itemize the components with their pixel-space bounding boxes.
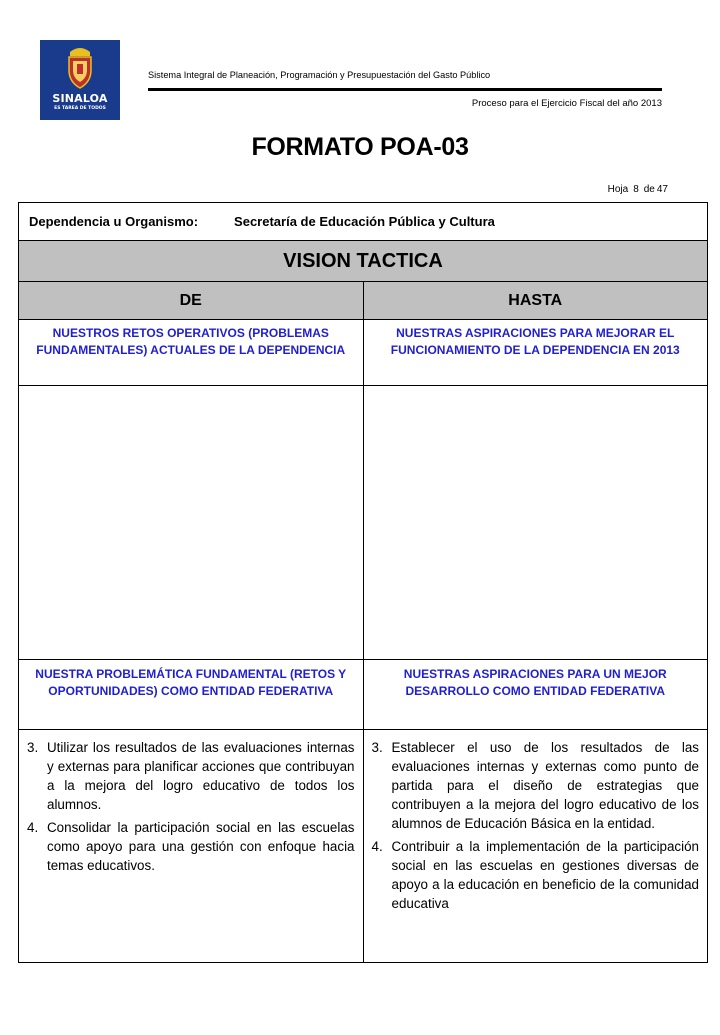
list-item-number: 4. — [27, 820, 39, 835]
list-item — [27, 738, 355, 814]
section1-hasta-content — [363, 386, 708, 660]
section1-de-content — [19, 386, 364, 660]
process-text: Proceso para el Ejercicio Fiscal del año 2013 — [471, 98, 662, 109]
dependency-value: Secretaría de Educación Pública y Cultura — [234, 214, 495, 229]
dependency-row — [19, 203, 708, 241]
list-item — [372, 837, 700, 913]
section2-content-row — [19, 730, 708, 963]
vision-title: VISION TACTICA — [19, 241, 708, 282]
logo-name: SINALOA — [52, 92, 108, 105]
page-total: 47 — [656, 184, 668, 195]
logo-tagline: ES TAREA DE TODOS — [54, 106, 106, 111]
vision-table — [18, 202, 708, 963]
section1-de-heading: NUESTROS RETOS OPERATIVOS (PROBLEMAS FUNDAMENTALES) ACTUALES DE LA DEPENDENCIA — [19, 320, 364, 386]
page-current: 8 — [633, 184, 639, 195]
section2-hasta-content — [363, 730, 708, 963]
list-item-text: Contribuir a la implementación de la participación social en las escuelas en gestiones diversas de apoyo a la educación en beneficio de la comunidad educativa — [391, 839, 699, 911]
sinaloa-logo — [40, 40, 120, 120]
list-item-text: Consolidar la participación social en las escuelas como apoyo para una gestión con enfoque hacia temas educativos. — [47, 820, 355, 873]
section2-hasta-heading: NUESTRAS ASPIRACIONES PARA UN MEJOR DESARROLLO COMO ENTIDAD FEDERATIVA — [363, 660, 708, 730]
list-item-number: 4. — [371, 839, 383, 854]
section1-content-row — [19, 386, 708, 660]
section1-heading-row — [19, 320, 708, 386]
list-item — [27, 818, 355, 875]
list-item-text: Utilizar los resultados de las evaluaciones internas y externas para planificar acciones que contribuyan a la mejora del logro educativo de todos los alumnos. — [47, 740, 355, 812]
column-hasta-header: HASTA — [363, 282, 708, 320]
page-number — [608, 184, 668, 195]
vision-title-row — [19, 241, 708, 282]
section2-de-content — [19, 730, 364, 963]
list-item-text: Establecer el uso de los resultados de las evaluaciones internas y externas como punto de partida para el diseño de estrategias que contribuyen a la mejora del logro educativo de los alumnos de Educación Básica en la entidad. — [391, 740, 699, 831]
dependency-label: Dependencia u Organismo: — [29, 214, 199, 229]
column-header-row — [19, 282, 708, 320]
section1-hasta-heading: NUESTRAS ASPIRACIONES PARA MEJORAR EL FUNCIONAMIENTO DE LA DEPENDENCIA EN 2013 — [363, 320, 708, 386]
list-item-number: 3. — [371, 740, 383, 755]
header-divider — [148, 88, 662, 91]
section2-heading-row — [19, 660, 708, 730]
de-items-list — [27, 738, 355, 875]
list-item — [372, 738, 700, 833]
coat-of-arms-icon — [64, 46, 96, 90]
page-of-label: de — [643, 184, 655, 195]
list-item-number: 3. — [27, 740, 39, 755]
column-de-header: DE — [19, 282, 364, 320]
system-title: Sistema Integral de Planeación, Programación y Presupuestación del Gasto Público — [148, 70, 491, 80]
page-title: FORMATO POA-03 — [251, 133, 469, 161]
hasta-items-list — [372, 738, 700, 913]
page-label: Hoja — [607, 184, 629, 195]
section2-de-heading: NUESTRA PROBLEMÁTICA FUNDAMENTAL (RETOS Y OPORTUNIDADES) COMO ENTIDAD FEDERATIVA — [19, 660, 364, 730]
